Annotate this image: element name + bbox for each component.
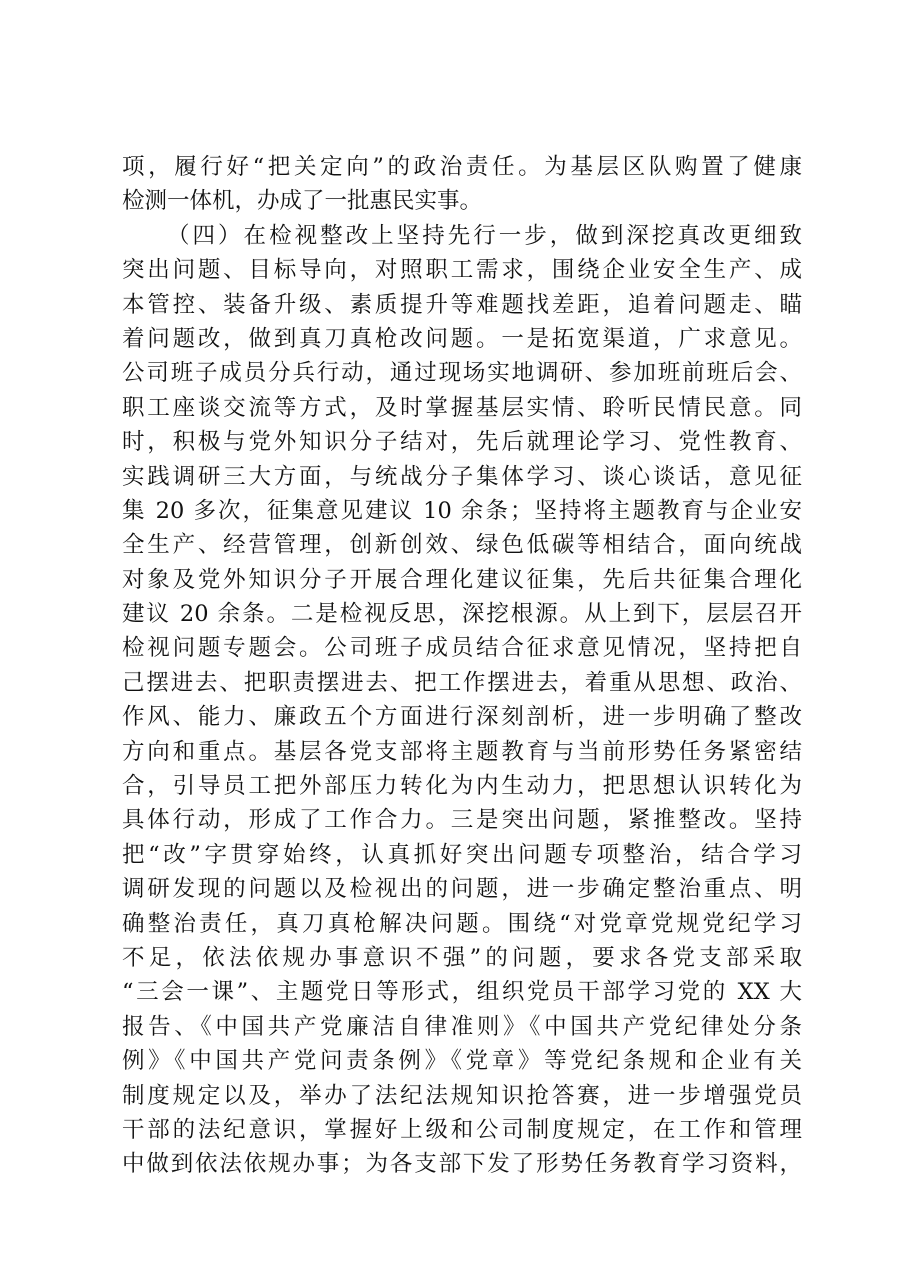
text-line: （四）在检视整改上坚持先行一步，做到深挖真改更细致 bbox=[167, 222, 802, 249]
text-line: 建议 20 余条。二是检视反思，深挖根源。从上到下，层层召开 bbox=[122, 601, 802, 628]
text-line: 确整治责任，真刀真枪解决问题。围绕“对党章党规党纪学习 bbox=[122, 910, 802, 937]
text-line: 干部的法纪意识，掌握好上级和公司制度规定，在工作和管理 bbox=[122, 1116, 802, 1143]
text-line: 方向和重点。基层各党支部将主题教育与当前形势任务紧密结 bbox=[122, 738, 802, 765]
text-line: 作风、能力、廉政五个方面进行深刻剖析，进一步明确了整改 bbox=[122, 704, 802, 731]
text-line: “三会一课”、主题党日等形式，组织党员干部学习党的 XX 大 bbox=[122, 979, 802, 1006]
text-line: 本管控、装备升级、素质提升等难题找差距，追着问题走、瞄 bbox=[122, 291, 802, 318]
text-line: 项，履行好“把关定向”的政治责任。为基层区队购置了健康 bbox=[122, 154, 802, 180]
text-line: 实践调研三大方面，与统战分子集体学习、谈心谈话，意见征 bbox=[122, 463, 802, 490]
text-line: 检视问题专题会。公司班子成员结合征求意见情况，坚持把自 bbox=[122, 635, 802, 662]
text-line: 把“改”字贯穿始终，认真抓好突出问题专项整治，结合学习 bbox=[122, 841, 802, 868]
text-line: 突出问题、目标导向，对照职工需求，围绕企业安全生产、成 bbox=[122, 257, 802, 284]
text-line: 时，积极与党外知识分子结对，先后就理论学习、党性教育、 bbox=[122, 429, 802, 456]
text-line: 公司班子成员分兵行动，通过现场实地调研、参加班前班后会、 bbox=[122, 360, 802, 387]
text-line: 具体行动，形成了工作合力。三是突出问题，紧推整改。坚持 bbox=[122, 807, 802, 834]
text-line: 中做到依法依规办事；为各支部下发了形势任务教育学习资料， bbox=[122, 1151, 802, 1178]
text-line: 调研发现的问题以及检视出的问题，进一步确定整治重点、明 bbox=[122, 876, 802, 903]
text-line: 着问题改，做到真刀真枪改问题。一是拓宽渠道，广求意见。 bbox=[122, 325, 802, 352]
text-line: 不足，依法依规办事意识不强”的问题，要求各党支部采取 bbox=[122, 944, 802, 971]
text-line: 制度规定以及，举办了法纪法规知识抢答赛，进一步增强党员 bbox=[122, 1082, 802, 1109]
text-line: 例》《中国共产党问责条例》《党章》等党纪条规和企业有关 bbox=[122, 1048, 802, 1075]
text-line: 报告、《中国共产党廉洁自律准则》《中国共产党纪律处分条 bbox=[122, 1013, 802, 1040]
text-line: 己摆进去、把职责摆进去、把工作摆进去，着重从思想、政治、 bbox=[122, 669, 802, 696]
body-text bbox=[122, 150, 802, 1182]
text-line: 合，引导员工把外部压力转化为内生动力，把思想认识转化为 bbox=[122, 773, 802, 800]
text-line: 检测一体机，办成了一批惠民实事。 bbox=[122, 188, 483, 215]
text-line: 全生产、经营管理，创新创效、绿色低碳等相结合，面向统战 bbox=[122, 532, 802, 559]
text-line: 职工座谈交流等方式，及时掌握基层实情、聆听民情民意。同 bbox=[122, 394, 802, 421]
text-line: 对象及党外知识分子开展合理化建议征集，先后共征集合理化 bbox=[122, 566, 802, 593]
text-line: 集 20 多次，征集意见建议 10 余条；坚持将主题教育与企业安 bbox=[122, 497, 802, 524]
